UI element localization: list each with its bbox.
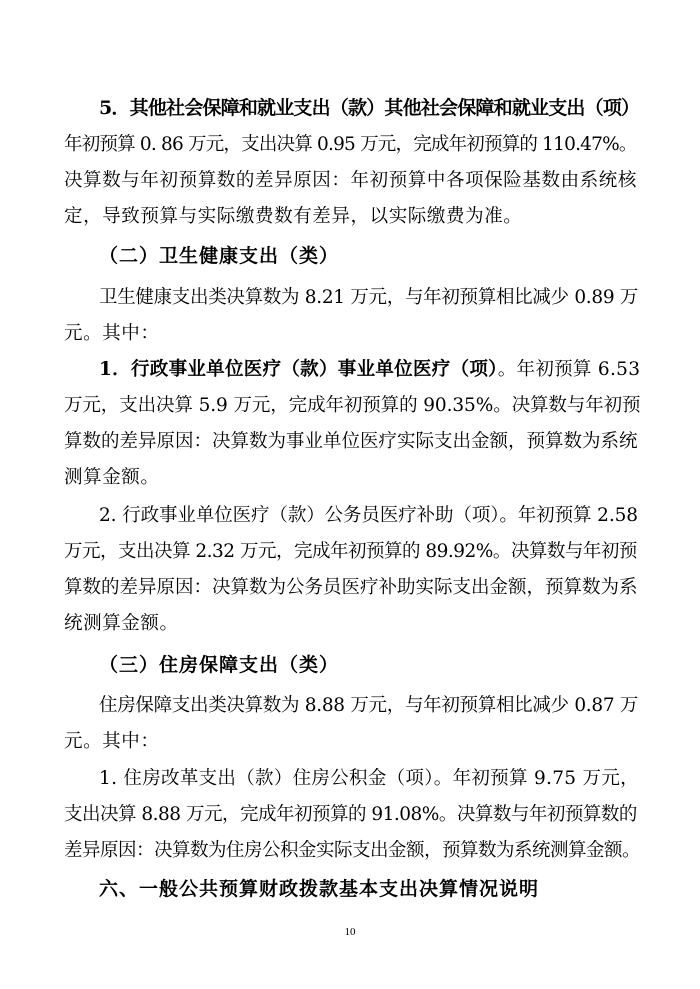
page-number: 10 [344,926,356,938]
section-heading-other-social-security: 5．其他社会保障和就业支出（款）其他社会保障和就业支出（项） [99,97,640,119]
paragraph-line: 卫生健康支出类决算数为 8.21 万元，与年初预算相比减少 0.89 万 [99,287,639,308]
section-heading-housing: （三）住房保障支出（类） [99,654,340,676]
paragraph-line: 2. 行政事业单位医疗（款）公务员医疗补助（项）。年初预算 2.58 [99,505,638,526]
section-heading-basic-expenditure: 六、一般公共预算财政拨款基本支出决算情况说明 [99,878,540,900]
item-heading-medical: 1．行政事业单位医疗（款）事业单位医疗（项） [99,359,498,380]
paragraph-line: 1. 住房改革支出（款）住房公积金（项）。年初预算 9.75 万元， [99,768,639,789]
paragraph-line: 住房保障支出类决算数为 8.88 万元，与年初预算相比减少 0.87 万 [99,695,639,716]
paragraph-line: 元。其中： [64,323,160,344]
paragraph-line: 统测算金额。 [64,613,179,634]
item-text: 。年初预算 6.53 [497,359,641,380]
paragraph-line: 年初预算 0. 86 万元，支出决算 0.95 万元，完成年初预算的 110.47%。 [64,134,637,155]
paragraph-line [99,358,640,382]
paragraph-line: 元。其中： [64,731,160,752]
paragraph-line: 测算金额。 [64,467,160,488]
paragraph-line: 万元，支出决算 2.32 万元，完成年初预算的 89.92%。决算数与年初预 [64,541,637,562]
paragraph-line: 算数的差异原因：决算数为公务员医疗补助实际支出金额，预算数为系 [64,577,638,598]
paragraph-line: 万元，支出决算 5.9 万元，完成年初预算的 90.35%。决算数与年初预 [64,395,641,416]
paragraph-line: 定，导致预算与实际缴费数有差异，以实际缴费为准。 [64,206,523,227]
paragraph-line: 支出决算 8.88 万元，完成年初预算的 91.08%。决算数与年初预算数的 [64,804,637,825]
paragraph-line: 算数的差异原因：决算数为事业单位医疗实际支出金额，预算数为系统 [64,431,638,452]
paragraph-line: 决算数与年初预算数的差异原因：年初预算中各项保险基数由系统核 [64,170,638,191]
section-heading-health: （二）卫生健康支出（类） [99,245,340,267]
paragraph-line: 差异原因：决算数为住房公积金实际支出金额，预算数为系统测算金额。 [64,840,641,861]
